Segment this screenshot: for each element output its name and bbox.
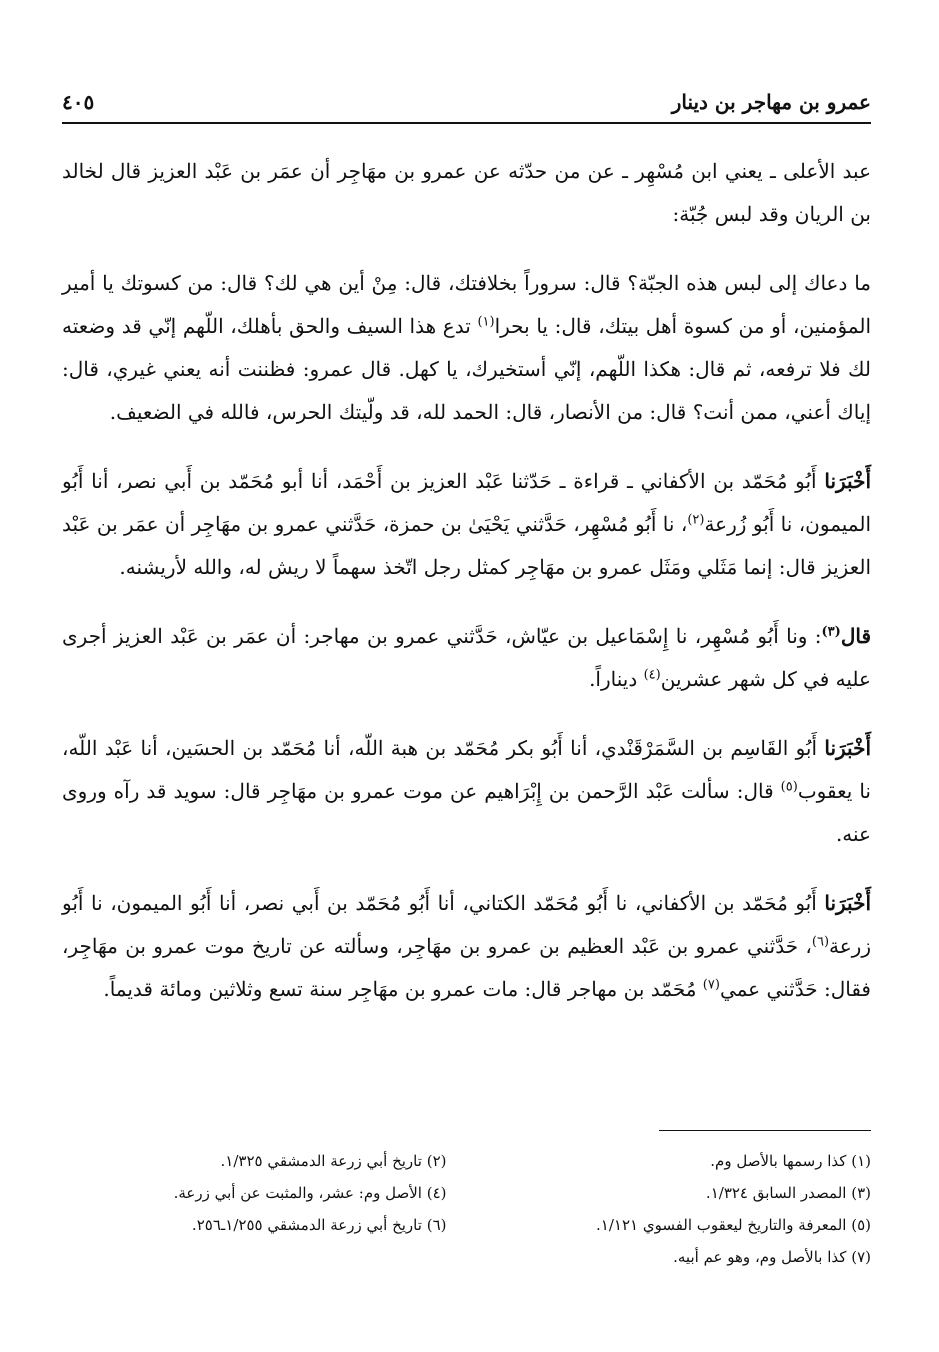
footnote-text: تاريخ أبي زرعة الدمشقي ١/٢٥٥ـ٢٥٦. xyxy=(191,1216,422,1234)
footnote-number: (٥) xyxy=(851,1216,871,1234)
paragraph-lead: قال xyxy=(840,624,871,648)
footnote-item xyxy=(487,1180,872,1206)
paragraph-6 xyxy=(62,882,871,1011)
running-title: عمرو بن مهاجر بن دينار xyxy=(671,90,871,114)
paragraph-5 xyxy=(62,727,871,856)
paragraph-text: ديناراً. xyxy=(589,667,644,691)
footnote-number: (٤) xyxy=(426,1184,447,1202)
footnote-ref[interactable]: (٧) xyxy=(702,977,720,993)
paragraph-text: أَبُو القَاسِم بن السَّمَرْقَنْدي، أنا أَبُو بكر مُحَمّد بن هبة اللّه، أنا مُحَمّد بن الحسَين، أنا عَبْد اللّه، نا يعقوب xyxy=(62,736,871,803)
footnote-text: المصدر السابق ١/٣٢٤. xyxy=(705,1184,847,1202)
paragraph-lead: أَخْبَرَنا xyxy=(824,891,871,915)
paragraph-2 xyxy=(62,262,871,434)
footnotes xyxy=(62,1148,871,1270)
footnote-separator xyxy=(659,1130,871,1131)
footnote-ref[interactable]: (٥) xyxy=(780,779,798,795)
footnote-text: المعرفة والتاريخ ليعقوب الفسوي ١/١٢١. xyxy=(596,1216,847,1234)
paragraph-4 xyxy=(62,615,871,701)
page-header xyxy=(62,82,871,124)
footnote-text: كذا بالأصل وم، وهو عم أبيه. xyxy=(673,1248,847,1266)
footnote-item xyxy=(487,1148,872,1174)
paragraph-lead: أَخْبَرَنا xyxy=(824,469,871,493)
paragraph-text: مُحَمّد بن مهاجر قال: مات عمرو بن مهَاجِر سنة تسع وثلاثين ومائة قديماً. xyxy=(103,977,703,1001)
footnote-number: (٧) xyxy=(851,1248,871,1266)
footnote-item xyxy=(62,1212,447,1238)
paragraph-text: عبد الأعلى ـ يعني ابن مُسْهِر ـ عن من حدّثه عن عمرو بن مهَاجِر أن عمَر بن عَبْد العزيز قال لخالد بن الريان وقد لبس جُبّة: xyxy=(62,159,872,226)
footnote-item xyxy=(62,1148,447,1174)
page-number: ٤٠٥ xyxy=(62,90,95,114)
footnote-text: تاريخ أبي زرعة الدمشقي ١/٣٢٥. xyxy=(220,1152,422,1170)
paragraph-text: أَبُو مُحَمّد بن الأكفاني ـ قراءة ـ حَدّثنا عَبْد العزيز بن أَحْمَد، أنا أبو مُحَمّد بن أَبي نصر، أنا أَبُو الميمون، نا أَبُو زُرعة xyxy=(62,469,872,536)
paragraph-text: أَبُو مُحَمّد بن الأكفاني، نا أَبُو مُحَمّد الكتاني، أنا أَبُو مُحَمّد بن أَبي نصر، أنا أَبُو الميمون، نا أَبُو زرعة xyxy=(62,891,871,958)
paragraph-3 xyxy=(62,460,871,589)
footnote-number: (٢) xyxy=(426,1152,447,1170)
footnote-number: (١) xyxy=(851,1152,871,1170)
footnote-text: الأصل وم: عشر، والمثبت عن أبي زرعة. xyxy=(173,1184,422,1202)
paragraph-text: قال: سألت عَبْد الرَّحمن بن إِبْرَاهيم عن موت عمرو بن مهَاجِر قال: سويد قد رآه وروى عنه. xyxy=(62,779,871,846)
footnote-ref[interactable]: (٢) xyxy=(687,512,705,528)
main-text xyxy=(62,150,871,1025)
footnote-number: (٣) xyxy=(851,1184,871,1202)
footnote-item xyxy=(487,1244,872,1270)
footnote-ref[interactable]: (٦) xyxy=(811,934,830,950)
footnote-number: (٦) xyxy=(426,1216,447,1234)
paragraph-text: ، حَدَّثني عمرو بن عَبْد العظيم بن عمرو بن مهَاجِر، وسألته عن تاريخ موت عمرو بن مهَاجِر، فقال: حَدَّثني عمي xyxy=(62,934,871,1001)
paragraph-text: تدع هذا السيف والحق بأهلك، اللّهم إنّي قد وضعته لك فلا ترفعه، ثم قال: هكذا اللّهم، إنّي أستخيرك، يا كهل. قال عمرو: فظننت أنه يعني غيري، قال: إياك أعني، ممن أنت؟ قال: من الأنصار، قال: الحمد لله، قد ولّيتك الحرس، فالله في الضعيف. xyxy=(62,314,871,424)
paragraph-text: ما دعاك إلى لبس هذه الجبّة؟ قال: سروراً بخلافتك، قال: مِنْ أين هي لك؟ قال: من كسوتك يا أمير المؤمنين، أو من كسوة أهل بيتك، قال: يا بحرا xyxy=(62,271,871,338)
paragraph-text: : ونا أَبُو مُسْهِر، نا إِسْمَاعيل بن عيّاش، حَدَّثني عمرو بن مهاجر: أن عمَر بن عَبْد العزيز أجرى عليه في كل شهر عشرين xyxy=(62,624,871,691)
footnote-ref[interactable]: (٣) xyxy=(821,624,841,640)
footnote-item xyxy=(62,1180,447,1206)
paragraph-1 xyxy=(62,150,871,236)
footnote-item xyxy=(487,1212,872,1238)
footnote-ref[interactable]: (١) xyxy=(477,314,495,330)
paragraph-lead: أَخْبَرَنا xyxy=(824,736,871,760)
footnote-ref[interactable]: (٤) xyxy=(643,667,661,683)
footnote-text: كذا رسمها بالأصل وم. xyxy=(710,1152,847,1170)
paragraph-text: ، نا أَبُو مُسْهِر، حَدَّثني يَحْيَىٰ بن حمزة، حَدَّثني عمرو بن مهَاجِر أن عمَر بن عَبْد العزيز قال: إنما مَثَلي ومَثَل عمرو بن مهَاجِر كمثل رجل اتّخذ سهماً لا ريش له، والله لأريشنه. xyxy=(62,512,871,579)
